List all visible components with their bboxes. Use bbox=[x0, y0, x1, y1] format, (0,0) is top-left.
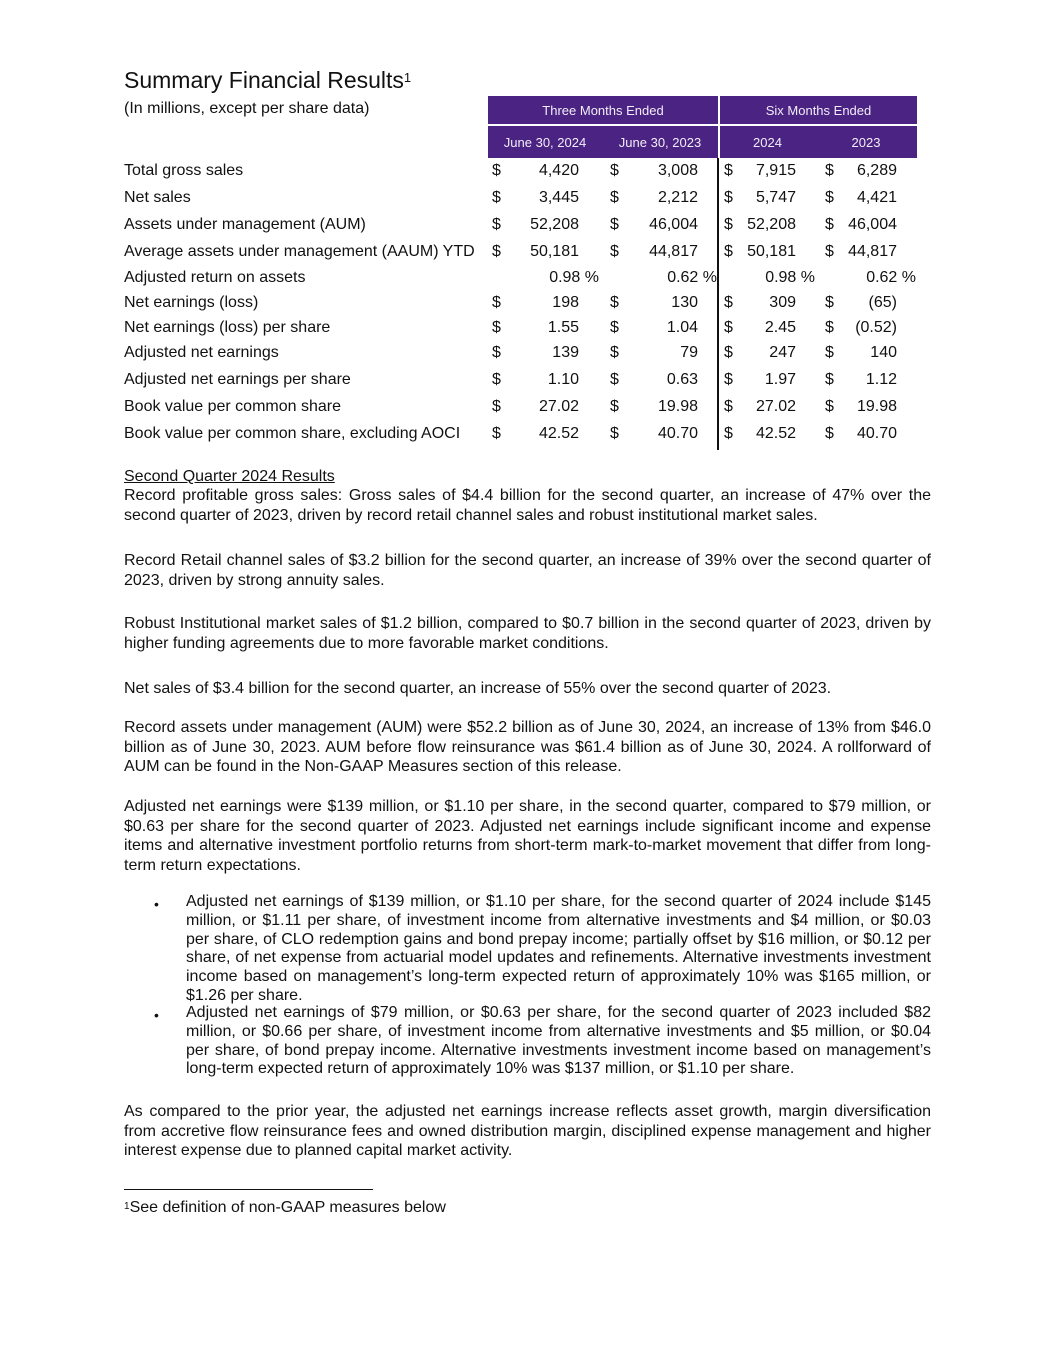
paragraph-retail-sales: Record Retail channel sales of $3.2 billion for the second quarter, an increase of 39% over the second quarter of 2023, driven by strong annuity sales. bbox=[124, 552, 931, 589]
currency-symbol: $ bbox=[724, 344, 733, 361]
value-aum-col2: 46,004 bbox=[649, 216, 698, 233]
row-label-adjusted-net-earnings: Adjusted net earnings bbox=[124, 344, 279, 361]
row-label-aaum-ytd: Average assets under management (AAUM) YTD bbox=[124, 243, 475, 260]
row-label-book-value-per-share-ex-aoci: Book value per common share, excluding AOCI bbox=[124, 425, 461, 442]
value-net-sales-col3: 5,747 bbox=[755, 189, 796, 206]
currency-symbol: $ bbox=[825, 398, 834, 415]
currency-symbol: $ bbox=[724, 243, 733, 260]
table-column-divider bbox=[717, 158, 719, 450]
table-units-note: (In millions, except per share data) bbox=[124, 100, 370, 117]
value-total-gross-sales-col2: 3,008 bbox=[657, 162, 698, 179]
row-label-adjusted-roa: Adjusted return on assets bbox=[124, 269, 306, 286]
currency-symbol: $ bbox=[825, 189, 834, 206]
row-label-net-earnings-per-share: Net earnings (loss) per share bbox=[124, 319, 331, 336]
value-book-value-per-share-ex-aoci-col1: 42.52 bbox=[538, 425, 579, 442]
paragraph-institutional-sales: Robust Institutional market sales of $1.2 billion, compared to $0.7 billion in the second quarter of 2023, driven by higher funding agreements due to more favorable market conditions. bbox=[124, 615, 931, 652]
value-book-value-per-share-ex-aoci-col3: 42.52 bbox=[755, 425, 796, 442]
currency-symbol: $ bbox=[492, 425, 501, 442]
value-net-earnings-col1: 198 bbox=[552, 294, 579, 311]
currency-symbol: $ bbox=[610, 294, 619, 311]
footnote-mark: 1 bbox=[124, 1201, 130, 1212]
value-adjusted-roa-col3: 0.98 % bbox=[765, 269, 815, 286]
value-total-gross-sales-col3: 7,915 bbox=[755, 162, 796, 179]
page-title: Summary Financial Results$^1$ bbox=[124, 67, 412, 93]
row-label-adjusted-net-earnings-per-share: Adjusted net earnings per share bbox=[124, 371, 351, 388]
row-label-total-gross-sales: Total gross sales bbox=[124, 162, 244, 179]
value-book-value-per-share-col1: 27.02 bbox=[538, 398, 579, 415]
row-label-aum: Assets under management (AUM) bbox=[124, 216, 366, 233]
bullet-marker: • bbox=[154, 1007, 159, 1023]
currency-symbol: $ bbox=[825, 294, 834, 311]
value-net-earnings-per-share-col1: 1.55 bbox=[547, 319, 579, 336]
row-label-net-sales: Net sales bbox=[124, 189, 191, 206]
value-aaum-ytd-col2: 44,817 bbox=[649, 243, 698, 260]
currency-symbol: $ bbox=[825, 371, 834, 388]
currency-symbol: $ bbox=[825, 216, 834, 233]
currency-symbol: $ bbox=[610, 344, 619, 361]
paragraph-gross-sales: Record profitable gross sales: Gross sales of $4.4 billion for the second quarter, an increase of 47% over the second quarter of 2023, driven by record retail channel sales and robust institutional market sales. bbox=[124, 487, 931, 524]
section-heading: Second Quarter 2024 Results bbox=[124, 468, 335, 485]
currency-symbol: $ bbox=[492, 216, 501, 233]
currency-symbol: $ bbox=[825, 243, 834, 260]
header-three-months: Three Months Ended bbox=[488, 96, 718, 124]
value-aaum-ytd-col3: 50,181 bbox=[747, 243, 796, 260]
currency-symbol: $ bbox=[492, 189, 501, 206]
paragraph-adjusted-net-earnings: Adjusted net earnings were $139 million, or $1.10 per share, in the second quarter, compared to $79 million, or $0.63 per share for the second quarter of 2023. Adjusted net earnings include significant income and expense items and alternative investment portfolio returns from short-term mark-to-market movement that differ from long-term return expectations. bbox=[124, 798, 931, 874]
row-label-book-value-per-share: Book value per common share bbox=[124, 398, 341, 415]
header-col-june-2024: June 30, 2024 bbox=[488, 126, 602, 158]
value-book-value-per-share-col2: 19.98 bbox=[657, 398, 698, 415]
value-aum-col4: 46,004 bbox=[848, 216, 897, 233]
value-net-earnings-per-share-col2: 1.04 bbox=[666, 319, 698, 336]
value-aum-col3: 52,208 bbox=[747, 216, 796, 233]
currency-symbol: $ bbox=[610, 371, 619, 388]
currency-symbol: $ bbox=[492, 344, 501, 361]
value-adjusted-net-earnings-col2: 79 bbox=[680, 344, 698, 361]
value-aaum-ytd-col4: 44,817 bbox=[848, 243, 897, 260]
header-col-2024: 2024 bbox=[720, 126, 815, 158]
currency-symbol: $ bbox=[724, 162, 733, 179]
value-book-value-per-share-ex-aoci-col2: 40.70 bbox=[657, 425, 698, 442]
footnote bbox=[124, 1198, 446, 1218]
currency-symbol: $ bbox=[825, 344, 834, 361]
bullet-marker: • bbox=[154, 896, 159, 912]
row-label-net-earnings: Net earnings (loss) bbox=[124, 294, 259, 311]
value-net-earnings-col4: (65) bbox=[868, 294, 897, 311]
currency-symbol: $ bbox=[492, 243, 501, 260]
currency-symbol: $ bbox=[610, 319, 619, 336]
value-adjusted-roa-col2: 0.62 % bbox=[667, 269, 717, 286]
currency-symbol: $ bbox=[492, 294, 501, 311]
bullet-2023-earnings: Adjusted net earnings of $79 million, or $0.63 per share, for the second quarter of 2023 included $82 million, or $0.66 per share, of investment income from alternative investments and $5 million, or $0.04 per share, of bond prepay income. Alternative investments investment income based on management’s long-term expected return of approximately 10% was $137 million, or $1.10 per share. bbox=[186, 1004, 931, 1078]
footnote-text: See definition of non-GAAP measures below bbox=[129, 1199, 446, 1216]
value-net-sales-col4: 4,421 bbox=[856, 189, 897, 206]
header-col-june-2023: June 30, 2023 bbox=[602, 126, 718, 158]
footnote-rule bbox=[124, 1189, 373, 1190]
currency-symbol: $ bbox=[610, 425, 619, 442]
paragraph-aum: Record assets under management (AUM) were $52.2 billion as of June 30, 2024, an increase of 13% from $46.0 billion as of June 30, 2023. AUM before flow reinsurance was $61.4 billion as of June 30, 2024. A rollforward of AUM can be found in the Non-GAAP Measures section of this release. bbox=[124, 719, 931, 776]
value-net-sales-col1: 3,445 bbox=[538, 189, 579, 206]
currency-symbol: $ bbox=[610, 189, 619, 206]
value-total-gross-sales-col4: 6,289 bbox=[856, 162, 897, 179]
currency-symbol: $ bbox=[724, 319, 733, 336]
value-aaum-ytd-col1: 50,181 bbox=[530, 243, 579, 260]
value-adjusted-net-earnings-col3: 247 bbox=[769, 344, 796, 361]
value-book-value-per-share-ex-aoci-col4: 40.70 bbox=[856, 425, 897, 442]
currency-symbol: $ bbox=[492, 398, 501, 415]
header-divider bbox=[718, 96, 720, 158]
currency-symbol: $ bbox=[724, 189, 733, 206]
currency-symbol: $ bbox=[492, 162, 501, 179]
currency-symbol: $ bbox=[610, 216, 619, 233]
currency-symbol: $ bbox=[825, 162, 834, 179]
value-net-sales-col2: 2,212 bbox=[657, 189, 698, 206]
value-book-value-per-share-col4: 19.98 bbox=[856, 398, 897, 415]
currency-symbol: $ bbox=[724, 216, 733, 233]
header-col-2023: 2023 bbox=[815, 126, 917, 158]
currency-symbol: $ bbox=[492, 319, 501, 336]
currency-symbol: $ bbox=[724, 425, 733, 442]
title-footnote-mark: 1 bbox=[403, 70, 412, 85]
value-book-value-per-share-col3: 27.02 bbox=[755, 398, 796, 415]
value-adjusted-net-earnings-per-share-col1: 1.10 bbox=[547, 371, 579, 388]
bullet-2024-earnings: Adjusted net earnings of $139 million, or $1.10 per share, for the second quarter of 2024 include $145 million, or $1.11 per share, of investment income from alternative investments and $4 million, or $0.03 per share, of CLO redemption gains and bond prepay income; partially offset by $16 million, or $0.12 per share, of net expense from actuarial model updates and refinements. Alternative investments investment income based on management’s long-term expected return of approximately 10% was $165 million, or $1.26 per share. bbox=[186, 893, 931, 1004]
value-adjusted-net-earnings-col1: 139 bbox=[552, 344, 579, 361]
value-net-earnings-per-share-col4: (0.52) bbox=[855, 319, 897, 336]
value-net-earnings-per-share-col3: 2.45 bbox=[764, 319, 796, 336]
value-adjusted-net-earnings-per-share-col2: 0.63 bbox=[666, 371, 698, 388]
currency-symbol: $ bbox=[724, 294, 733, 311]
currency-symbol: $ bbox=[724, 371, 733, 388]
value-adjusted-net-earnings-col4: 140 bbox=[870, 344, 897, 361]
value-adjusted-roa-col1: 0.98 % bbox=[549, 269, 599, 286]
value-aum-col1: 52,208 bbox=[530, 216, 579, 233]
value-adjusted-net-earnings-per-share-col3: 1.97 bbox=[764, 371, 796, 388]
currency-symbol: $ bbox=[610, 243, 619, 260]
currency-symbol: $ bbox=[610, 398, 619, 415]
currency-symbol: $ bbox=[610, 162, 619, 179]
currency-symbol: $ bbox=[825, 425, 834, 442]
paragraph-prior-year-comparison: As compared to the prior year, the adjusted net earnings increase reflects asset growth, margin diversification from accretive flow reinsurance fees and owned distribution margin, disciplined expense management and higher interest expense due to planned capital market activity. bbox=[124, 1103, 931, 1160]
paragraph-net-sales: Net sales of $3.4 billion for the second quarter, an increase of 55% over the second quarter of 2023. bbox=[124, 680, 832, 697]
currency-symbol: $ bbox=[825, 319, 834, 336]
currency-symbol: $ bbox=[724, 398, 733, 415]
value-adjusted-roa-col4: 0.62 % bbox=[866, 269, 916, 286]
value-net-earnings-col2: 130 bbox=[671, 294, 698, 311]
value-total-gross-sales-col1: 4,420 bbox=[538, 162, 579, 179]
currency-symbol: $ bbox=[492, 371, 501, 388]
value-adjusted-net-earnings-per-share-col4: 1.12 bbox=[865, 371, 897, 388]
header-six-months: Six Months Ended bbox=[720, 96, 917, 124]
value-net-earnings-col3: 309 bbox=[769, 294, 796, 311]
